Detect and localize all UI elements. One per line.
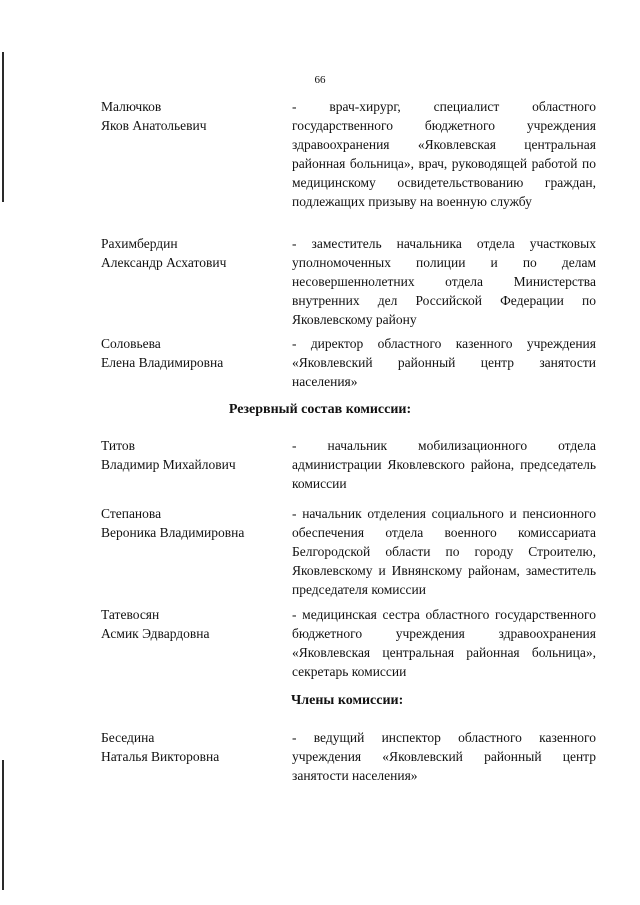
person-name: Соловьева Елена Владимировна: [101, 336, 224, 370]
scan-edge-bottom: [2, 760, 4, 890]
person-position: - заместитель начальника отдела участковых уполномоченных полиции и по делам несовершеннолетних отдела Министерства внутренних дел Российской Федерации по Яковлевскому району: [292, 236, 596, 327]
person-name: Малючков Яков Анатольевич: [101, 99, 207, 133]
reserve-composition-heading: Резервный состав комиссии:: [228, 402, 412, 417]
person-name: Татевосян Асмик Эдвардовна: [101, 607, 210, 641]
person-position: - директор областного казенного учреждения «Яковлевский районный центр занятости населения»: [292, 336, 596, 389]
person-position: - ведущий инспектор областного казенного учреждения «Яковлевский районный центр занятости населения»: [292, 730, 596, 783]
person-position: - врач-хирург, специалист областного государственного бюджетного учреждения здравоохранения «Яковлевская центральная районная больница», врач, руководящей работой по медицинскому освидетельствованию граждан, подлежащих призыву на военную службу: [292, 99, 596, 209]
members-heading: Члены комиссии:: [291, 693, 404, 708]
person-name: Рахимбердин Александр Асхатович: [101, 236, 227, 270]
person-name: Степанова Вероника Владимировна: [101, 506, 245, 540]
person-position: - начальник отделения социального и пенсионного обеспечения отдела военного комиссариата Белгородской области по городу Строителю, Яковлевскому и Ивнянскому районам, заместитель председателя комиссии: [292, 506, 596, 597]
person-position: - начальник мобилизационного отдела администрации Яковлевского района, председатель комиссии: [292, 438, 596, 491]
person-position: - медицинская сестра областного государственного бюджетного учреждения здравоохранения «Яковлевская центральная районная больница», секретарь комиссии: [292, 607, 596, 679]
person-name: Беседина Наталья Викторовна: [101, 730, 220, 764]
person-name: Титов Владимир Михайлович: [101, 438, 236, 472]
page-number: 66: [314, 74, 326, 86]
